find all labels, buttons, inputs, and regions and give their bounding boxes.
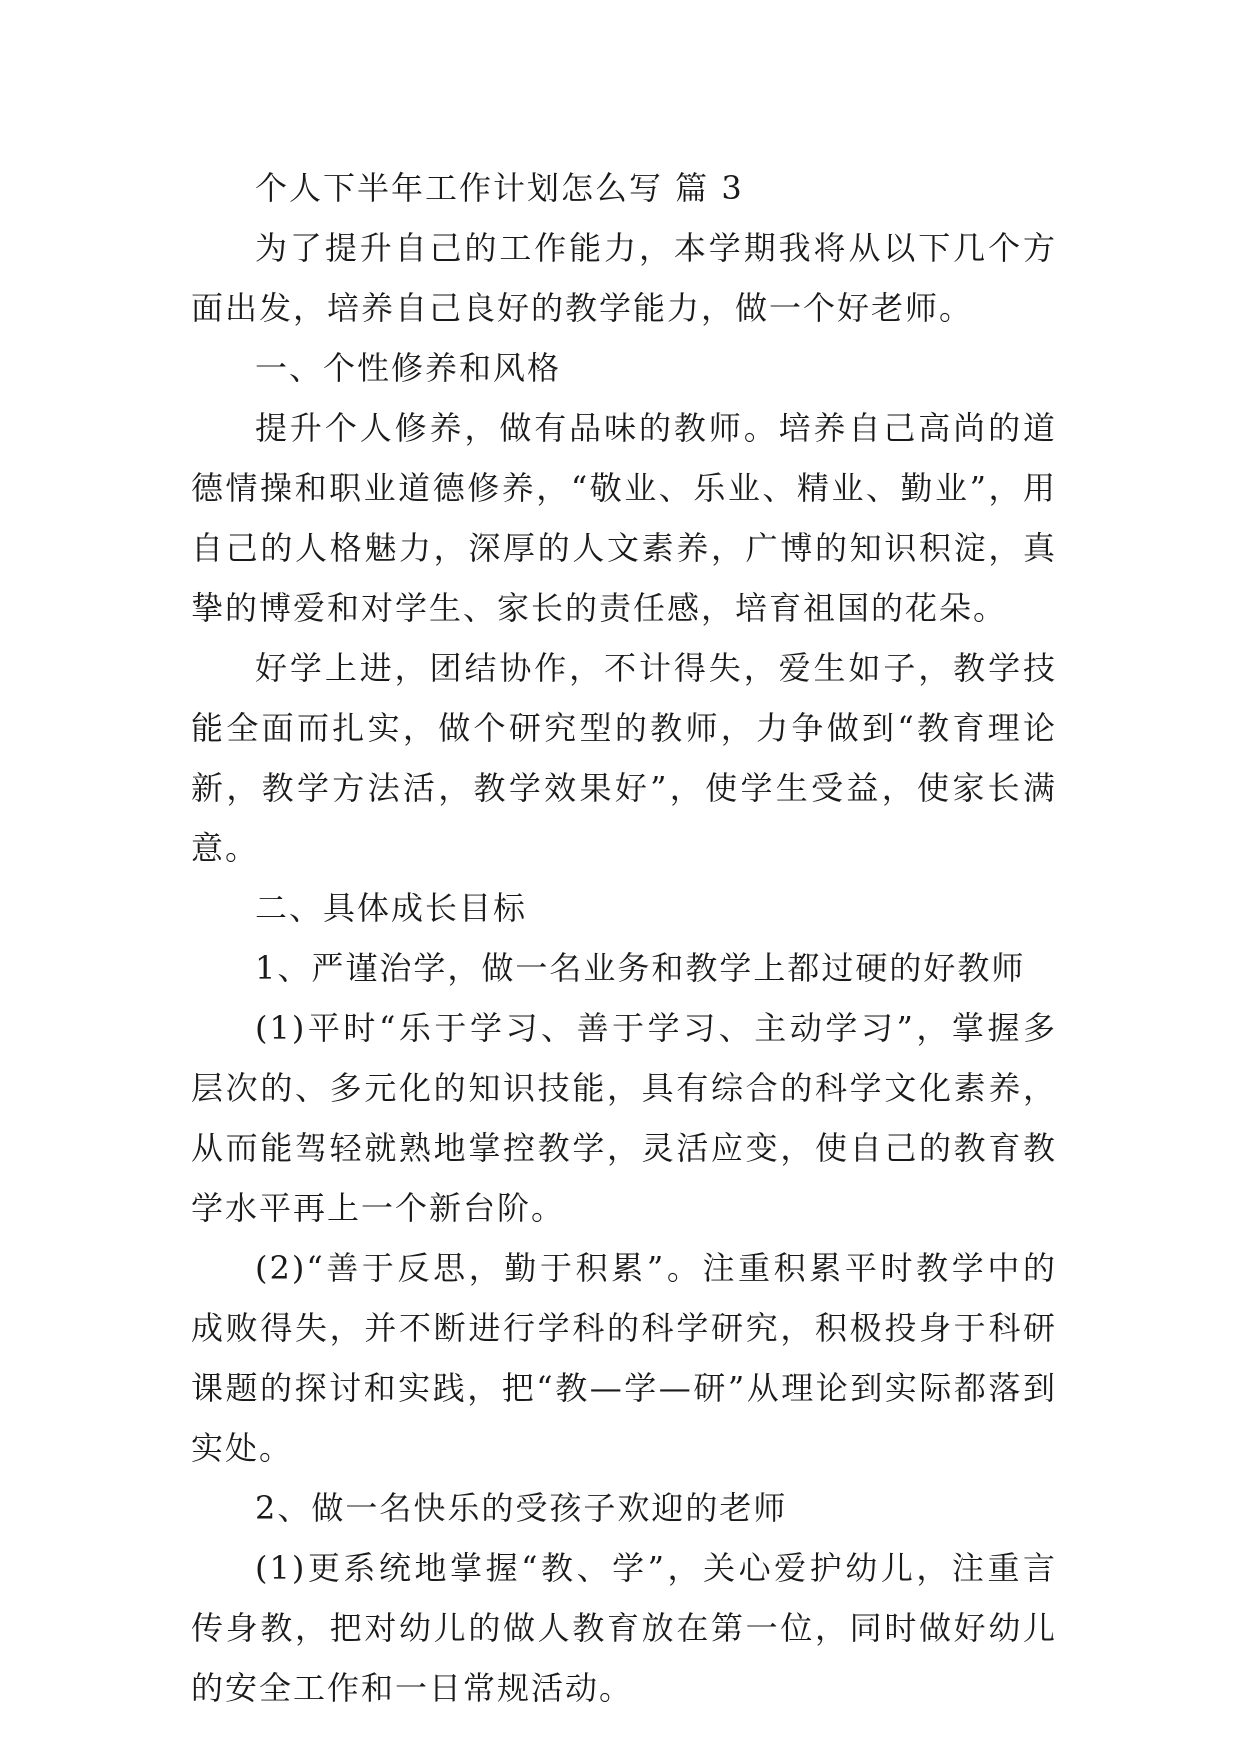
section-heading-1: 一、个性修养和风格 [255, 349, 562, 387]
list-item-1-1: (1)平时“乐于学习、善于学习、主动学习”，掌握多层次的、多元化的知识技能，具有综合的科学文化素养，从而能驾轻就熟地掌控教学，灵活应变，使自己的教育教学水平再上一个新台阶。 [191, 1009, 1057, 1227]
subheading-2: 2、做一名快乐的受孩子欢迎的老师 [255, 1489, 788, 1527]
document-title: 个人下半年工作计划怎么写 篇 3 [255, 169, 744, 207]
paragraph-cultivation: 提升个人修养，做有品味的教师。培养自己高尚的道德情操和职业道德修养，“敬业、乐业、精业、勤业”，用自己的人格魅力，深厚的人文素养，广博的知识积淀，真挚的博爱和对学生、家长的责任感，培育祖国的花朵。 [191, 409, 1057, 627]
paragraph-intro: 为了提升自己的工作能力，本学期我将从以下几个方面出发，培养自己良好的教学能力，做一个好老师。 [191, 229, 1057, 327]
paragraph-diligence: 好学上进，团结协作，不计得失，爱生如子，教学技能全面而扎实，做个研究型的教师，力争做到“教育理论新，教学方法活，教学效果好”，使学生受益，使家长满意。 [191, 649, 1057, 867]
subheading-1: 1、严谨治学，做一名业务和教学上都过硬的好教师 [255, 949, 1026, 987]
list-item-1-2: (2)“善于反思，勤于积累”。注重积累平时教学中的成败得失，并不断进行学科的科学研究，积极投身于科研课题的探讨和实践，把“教—学—研”从理论到实际都落到实处。 [191, 1249, 1057, 1467]
document-body [191, 158, 1057, 1718]
section-heading-2: 二、具体成长目标 [255, 889, 528, 927]
list-item-2-1: (1)更系统地掌握“教、学”，关心爱护幼儿，注重言传身教，把对幼儿的做人教育放在第一位，同时做好幼儿的安全工作和一日常规活动。 [191, 1549, 1057, 1707]
